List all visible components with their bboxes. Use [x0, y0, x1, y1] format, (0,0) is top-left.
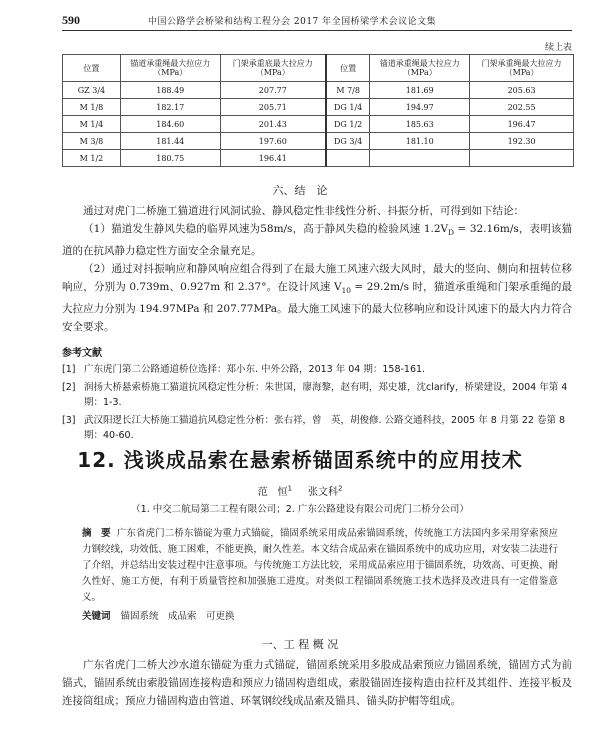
section-body	[62, 656, 572, 710]
table-cell: 181.10	[370, 133, 470, 150]
table-cell: GZ 3/4	[63, 82, 121, 99]
table-row	[63, 82, 574, 99]
conclusion-point-2: （2）通过对抖振响应和静风响应组合得到了在最大施工风速六级大风时，最大的竖向、侧向和扭转位移响应，分别为 0.739m、0.927m 和 2.37°。在设计风速 $V_{10} = 29.2m/s$ 时，猫道承重绳和门架承重绳的最大拉应力分别为 194.97MPa 和 207.77MPa。最大施工风速下的最大位移响应和设计风速下的最大内力符合安全要求。	[62, 263, 573, 334]
header-title: 中国公路学会桥梁和结构工程分会 2017 年全国桥梁学术会议论文集	[148, 17, 437, 27]
abstract-text: 广东省虎门二桥东锚碇为重力式锚碇，锚固系统采用成品索锚固系统，传统施工方法国内多采用穿索预应力钢绞线，功效低、施工困难，不能更换，耐久性差。本文结合成品索在锚固系统中的成功应用，对安装二法进行了介绍，并总结出安装过程中注意事项。与传统施工方法比较，采用成品索应用于锚固系统，功效高、可更换、耐久性好、施工方便，有利于质量管控和加强施工进度。对类似工程锚固系统施工技术选择及改进具有一定借鉴意义。	[82, 528, 558, 603]
table-cell	[370, 150, 470, 167]
keywords-text: 锚固系统 成品索 可更换	[120, 611, 235, 622]
table-cell: M 1/8	[63, 99, 121, 116]
references-title: 参考文献	[62, 348, 102, 359]
table-cell: 180.75	[120, 150, 220, 167]
table-row	[63, 133, 574, 150]
table-cell: 197.60	[220, 133, 326, 150]
table-header-cell: 门架承重底最大拉应力（MPa）	[220, 55, 326, 82]
section-heading: 一、工 程 概 况	[261, 638, 339, 651]
document-page: 590 中国公路学会桥梁和结构工程分会 2017 年全国桥梁学术会议论文集 续上表 位置 锚道承重绳最大拉应力（MPa） 门架承重底最大拉应力（MPa） 位置 锚道承重绳最大拉应力（MPa） 门架承重绳最大拉应力（MPa） GZ 3/4 188.49 207.77 M 7/8 181.69 205.63 M 1/8 182.17 205.71 DG 1/4 194.97 202.55 M 1/4 184.60 201.43 DG 1/2 185.63 196.47 M 3/8 181.44 197.60 DG 3/4 181.10 192.30 M 1/2 180.75 196.41 六、结 论 通过对虎门二桥施工猫道进行风洞试验、静风稳定性非线性分析、抖振分析，可得到如下结论： （1）猫道发生静风失稳的临界风速为58m/s，高于静风失稳的检验风速 $1.2V_D = 32.16m/s$，表明该猫道的在抗风静力稳定性方面安全余量充足。 （2）通过对抖振响应和静风响应组合得到了在最大施工风速六级大风时，最大的竖向、侧向和扭转位移响应，分别为 0.739m、0.927m 和 2.37°。在设计风速 $V_{10} = 29.2m/s$ 时，猫道承重绳和门架承重绳的最大拉应力分别为 194.97MPa 和 207.77MPa。最大施工风速下的最大位移响应和设计风速下的最大内力符合安全要求。 参考文献 [1] 广东虎门第二公路通道桥位选择：郑小东. 中外公路，2013 年 04 期：158-161. [2] 润扬大桥悬索桥施工猫道抗风稳定性分析：朱世国，廖海黎，赵有明，郑史雄，沈clarify，桥梁建设，2004 年第 4 期：1-3. [3] 武汉阳逻长江大桥施工猫道抗风稳定性分析：张右祥，曾 英，胡俊修. 公路交通科技，2005 年 8 月第 22 卷第 8 期：40-60. 12. 浅谈成品索在悬索桥锚固系统中的应用技术 范 恒$^1$ 张文科$^2$ （1. 中交二航局第二工程有限公司；2. 广东公路建设有限公司虎门二桥分公司） 摘 要 广东省虎门二桥东锚碇为重力式锚碇，锚固系统采用成品索锚固系统，传统施工方法国内多采用穿索预应力钢绞线，功效低、施工困难，不能更换，耐久性差。本文结合成品索在锚固系统中的成功应用，对安装二法进行了介绍，并总结出安装过程中注意事项。与传统施工方法比较，采用成品索应用于锚固系统，功效高、可更换、耐久性好、施工方便，有利于质量管控和加强施工进度。对类似工程锚固系统施工技术选择及改进具有一定借鉴意义。 关键词 锚固系统 成品索 可更换 一、工 程 概 况 广东省虎门二桥大沙水道东锚碇为重力式锚碇，锚固系统采用多股成品索预应力锚固系统，锚固方式为前锚式，锚固系统由索股锚固连接构造和预应力锚固构造组成，索股锚固连接构造由拉杆及其组件、连接平板及连接筒组成；预应力锚固构造由管道、环氧钢绞线成品索及锚具、锚头防护帽等组成。	[0, 0, 600, 740]
table-cell: 194.97	[370, 99, 470, 116]
table-cell: 196.47	[470, 116, 574, 133]
table-header-cell: 门架承重绳最大拉应力（MPa）	[470, 55, 574, 82]
table-cell: M 1/4	[63, 116, 121, 133]
table-row	[63, 99, 574, 116]
table-cell: 182.17	[120, 99, 220, 116]
affiliation: （1. 中交二航局第二工程有限公司；2. 广东公路建设有限公司虎门二桥分公司）	[131, 504, 469, 515]
abstract	[82, 526, 558, 606]
article-title: 12. 浅谈成品索在悬索桥锚固系统中的应用技术	[77, 448, 523, 472]
table-cell: M 3/8	[63, 133, 121, 150]
table-row	[63, 116, 574, 133]
table-cell: 205.71	[220, 99, 326, 116]
table-cell: 185.63	[370, 116, 470, 133]
table-cell: 188.49	[120, 82, 220, 99]
keywords-label: 关键词	[82, 611, 111, 622]
table-cell	[326, 150, 370, 167]
table-header-row	[63, 55, 574, 82]
table-cell: DG 3/4	[326, 133, 370, 150]
table-cell: M 1/2	[63, 150, 121, 167]
running-header	[62, 12, 572, 31]
table-cell: 201.43	[220, 116, 326, 133]
table-header-cell: 锚道承重绳最大拉应力（MPa）	[370, 55, 470, 82]
table-header-cell: 位置	[63, 55, 121, 82]
table-cell: 184.60	[120, 116, 220, 133]
page-number: 590	[62, 13, 80, 27]
table-header-cell: 锚道承重绳最大拉应力（MPa）	[120, 55, 220, 82]
table-cell: 196.41	[220, 150, 326, 167]
table-cell: 202.55	[470, 99, 574, 116]
conclusion-intro: 通过对虎门二桥施工猫道进行风洞试验、静风稳定性非线性分析、抖振分析，可得到如下结论：	[83, 205, 524, 217]
table-cell: DG 1/2	[326, 116, 370, 133]
table-cell	[470, 150, 574, 167]
authors: 范 恒$^1$ 张文科$^2$	[257, 484, 343, 498]
author-name: 张文科	[307, 487, 338, 498]
conclusion-point-1: （1）猫道发生静风失稳的临界风速为58m/s，高于静风失稳的检验风速 $1.2V_D = 32.16m/s$，表明该猫道的在抗风静力稳定性方面安全余量充足。	[62, 223, 573, 258]
keywords	[82, 608, 235, 622]
stress-table	[62, 54, 574, 167]
table-cell: DG 1/4	[326, 99, 370, 116]
table-cell: 181.69	[370, 82, 470, 99]
table-cell: 205.63	[470, 82, 574, 99]
body-paragraph: 广东省虎门二桥大沙水道东锚碇为重力式锚碇，锚固系统采用多股成品索预应力锚固系统，锚固方式为前锚式，锚固系统由索股锚固连接构造和预应力锚固构造组成，索股锚固连接构造由拉杆及其组件、连接平板及连接筒组成；预应力锚固构造由管道、环氧钢绞线成品索及锚具、锚头防护帽等组成。	[62, 659, 572, 707]
abstract-label: 摘 要	[82, 528, 111, 539]
table-cell: 207.77	[220, 82, 326, 99]
table-header-cell: 位置	[326, 55, 370, 82]
table-cell: M 7/8	[326, 82, 370, 99]
table-cell: 192.30	[470, 133, 574, 150]
conclusion-body	[62, 202, 572, 336]
conclusion-heading: 六、结 论	[272, 184, 328, 197]
table-continuation-label: 续上表	[544, 43, 572, 53]
author-name: 范 恒	[257, 487, 288, 498]
table-row	[63, 150, 574, 167]
table-cell: 181.44	[120, 133, 220, 150]
